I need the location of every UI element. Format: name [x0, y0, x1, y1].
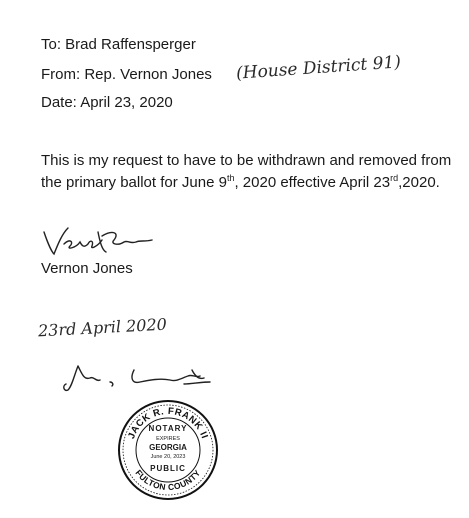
- notary-signature-image: [60, 360, 230, 396]
- body-text-1: This is my request to have to be withdrawn and removed from the primary ballot for June 9: [41, 152, 452, 191]
- notary-seal: [116, 398, 220, 502]
- seal-expiry-date: June 20, 2023: [150, 454, 186, 460]
- seal-expires: EXPIRES: [156, 436, 180, 442]
- signer-name: Vernon Jones: [41, 260, 133, 277]
- seal-public: PUBLIC: [150, 464, 186, 473]
- memo-to: To: Brad Raffensperger: [41, 36, 196, 53]
- seal-state: GEORGIA: [149, 443, 187, 452]
- handwritten-district: (House District 91): [235, 52, 402, 84]
- seal-title: NOTARY: [148, 424, 188, 433]
- body-text-2: , 2020 effective April 23: [234, 174, 391, 191]
- request-paragraph: [41, 150, 461, 194]
- notary-handwritten-date: 23rd April 2020: [37, 314, 168, 341]
- signature-image: [40, 222, 160, 260]
- body-sup-1: th: [226, 173, 235, 183]
- memo-from: From: Rep. Vernon Jones: [41, 66, 212, 83]
- body-sup-2: rd: [390, 173, 399, 183]
- seal-top-text: JACK R. FRANK II: [126, 405, 211, 441]
- seal-bottom-text: FULTON COUNTY: [133, 467, 203, 493]
- body-text-3: ,2020.: [398, 174, 440, 191]
- memo-date: Date: April 23, 2020: [41, 94, 173, 111]
